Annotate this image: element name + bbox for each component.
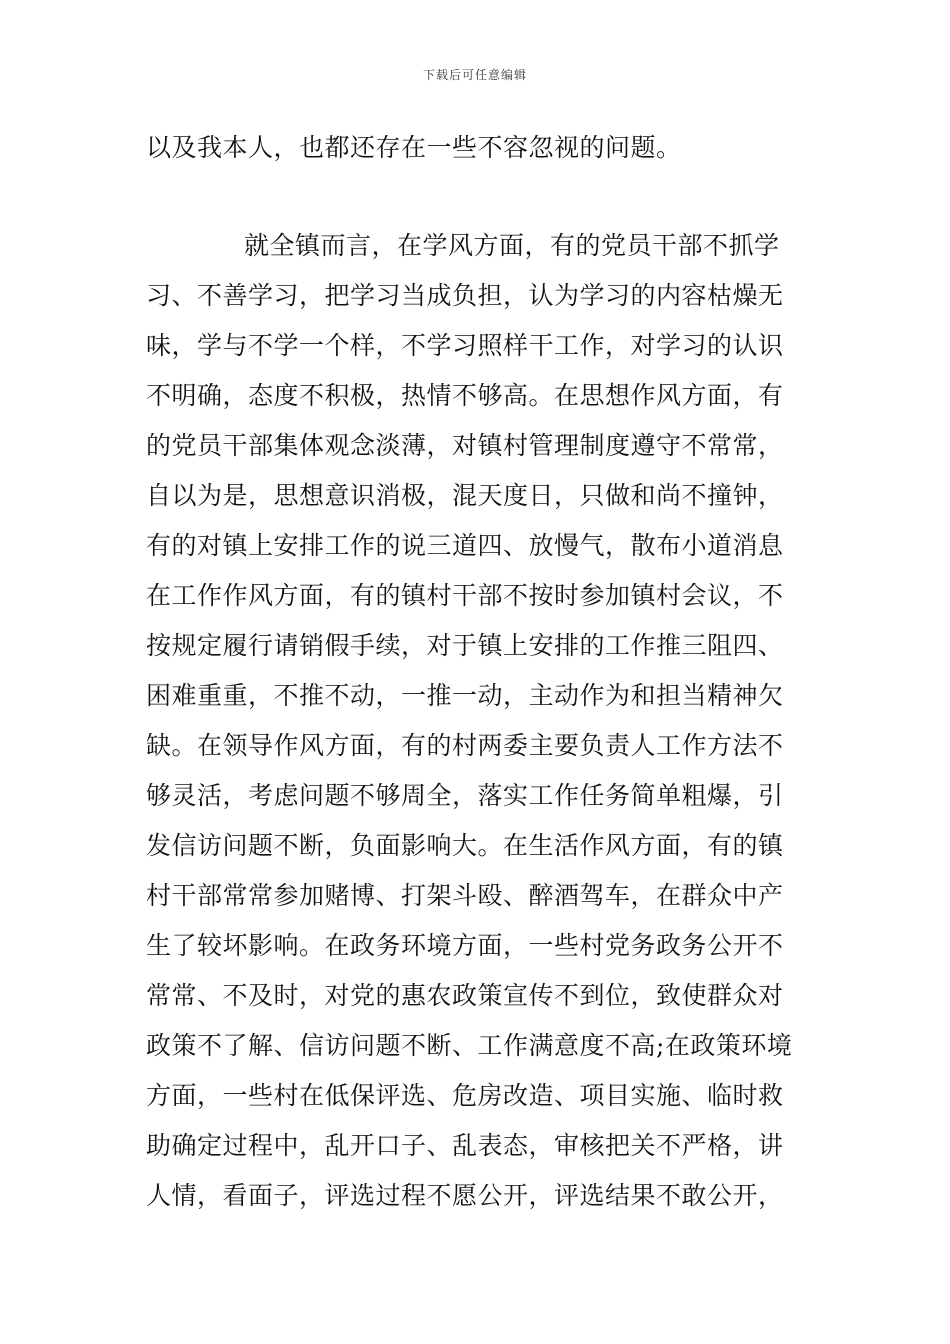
paragraph-line: 的党员干部集体观念淡薄，对镇村管理制度遵守不常常， bbox=[146, 431, 784, 460]
paragraph-line: 习、不善学习，把学习当成负担，认为学习的内容枯燥无 bbox=[146, 281, 784, 310]
paragraph-line: 村干部常常参加赌博、打架斗殴、醉酒驾车，在群众中产 bbox=[146, 881, 784, 910]
paragraph-line: 生了较坏影响。在政务环境方面，一些村党务政务公开不 bbox=[146, 931, 784, 960]
paragraph-line: 按规定履行请销假手续，对于镇上安排的工作推三阻四、 bbox=[146, 631, 784, 660]
paragraph-line: 困难重重，不推不动，一推一动，主动作为和担当精神欠 bbox=[146, 681, 784, 710]
paragraph-line: 就全镇而言，在学风方面，有的党员干部不抓学 bbox=[244, 231, 780, 260]
paragraph-line: 有的对镇上安排工作的说三道四、放慢气，散布小道消息 bbox=[146, 531, 784, 560]
continuation-line: 以及我本人，也都还存在一些不容忽视的问题。 bbox=[146, 133, 682, 162]
paragraph-line: 发信访问题不断，负面影响大。在生活作风方面，有的镇 bbox=[146, 831, 784, 860]
paragraph-line: 在工作作风方面，有的镇村干部不按时参加镇村会议，不 bbox=[146, 581, 784, 610]
paragraph-line: 政策不了解、信访问题不断、工作满意度不高;在政策环境 bbox=[146, 1031, 793, 1060]
paragraph-line: 助确定过程中，乱开口子、乱表态，审核把关不严格，讲 bbox=[146, 1131, 784, 1160]
paragraph-line: 方面，一些村在低保评选、危房改造、项目实施、临时救 bbox=[146, 1081, 784, 1110]
paragraph-line: 自以为是，思想意识消极，混天度日，只做和尚不撞钟， bbox=[146, 481, 784, 510]
paragraph-line: 缺。在领导作风方面，有的村两委主要负责人工作方法不 bbox=[146, 731, 784, 760]
paragraph-line: 常常、不及时，对党的惠农政策宣传不到位，致使群众对 bbox=[146, 981, 784, 1010]
paragraph-line: 人情，看面子，评选过程不愿公开，评选结果不敢公开， bbox=[146, 1181, 784, 1210]
paragraph-line: 够灵活，考虑问题不够周全，落实工作任务简单粗爆，引 bbox=[146, 781, 784, 810]
header-note: 下载后可任意编辑 bbox=[422, 68, 527, 82]
paragraph-line: 味，学与不学一个样，不学习照样干工作，对学习的认识 bbox=[146, 331, 784, 360]
paragraph-line: 不明确，态度不积极，热情不够高。在思想作风方面，有 bbox=[146, 381, 784, 410]
